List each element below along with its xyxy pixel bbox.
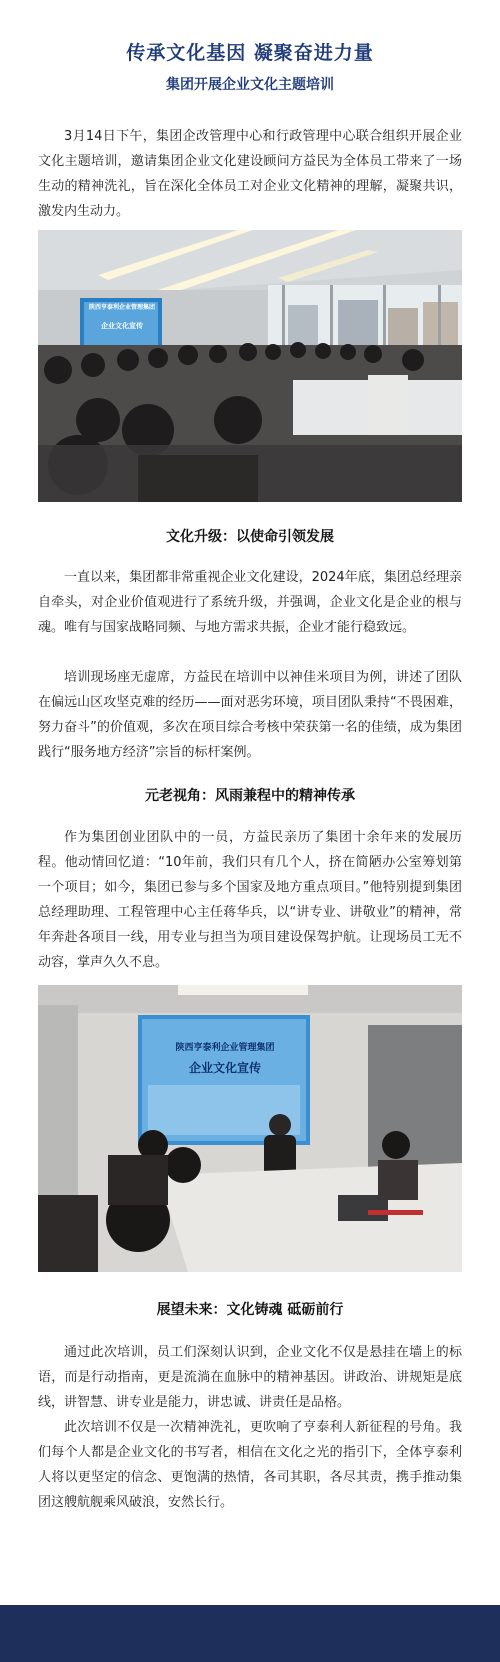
screen-caption-top: 陕西亨泰利企业管理集团 <box>88 304 155 311</box>
section1-paragraph-1: 一直以来，集团都非常重视企业文化建设，2024年底，集团总经理亲自牵头，对企业价值观进行了系统升级，并强调，企业文化是企业的根与魂。唯有与国家战略同频、与地方需求共振，企业才能行稳致远。 <box>38 570 462 635</box>
section2-paragraph-1: 作为集团创业团队中的一员，方益民亲历了集团十余年来的发展历程。他动情回忆道：“10年前，我们只有几个人，挤在简陋办公室筹划第一个项目；如今，集团已参与多个国家及地方重点项目。”他特别提到集团总经理助理、工程管理中心主任蒋华兵，以“讲专业、讲敬业”的精神，常年奔赴各项目一线，用专业与担当为项目建设保驾护航。让现场员工无不动容，掌声久久不息。 <box>38 830 462 970</box>
section3-paragraph-2: 此次培训不仅是一次精神洗礼，更吹响了亨泰利人新征程的号角。我们每个人都是企业文化的书写者，相信在文化之光的指引下，全体亨泰利人将以更坚定的信念、更饱满的热情，各司其职，各尽其责，携手推动集团这艘航舰乘风破浪，安然长行。 <box>38 1420 462 1510</box>
section-heading-culture-upgrade: 文化升级：以使命引领发展 <box>166 529 334 545</box>
training-photo-1 <box>38 230 462 502</box>
section1-paragraph-2: 培训现场座无虚席，方益民在培训中以神佳米项目为例，讲述了团队在偏远山区攻坚克难的经历——面对恶劣环境，项目团队秉持“不畏困难，努力奋斗”的价值观，多次在项目综合考核中荣获第一名的佳绩，成为集团践行“服务地方经济”宗旨的标杆案例。 <box>38 670 462 760</box>
article-subtitle: 集团开展企业文化主题培训 <box>166 77 334 93</box>
section-heading-future-outlook: 展望未来：文化铸魂 砥砺前行 <box>156 1302 344 1318</box>
section-heading-veteran-view: 元老视角：风雨兼程中的精神传承 <box>145 788 355 804</box>
footer-band <box>0 1605 500 1662</box>
training-photo-2 <box>38 985 462 1272</box>
intro-paragraph: 3月14日下午，集团企改管理中心和行政管理中心联合组织开展企业文化主题培训，邀请集团企业文化建设顾问方益民为全体员工带来了一场生动的精神洗礼，旨在深化全体员工对企业文化精神的理解，凝聚共识，激发内生动力。 <box>38 129 462 219</box>
screen-caption-top: 陕西亨泰利企业管理集团 <box>175 1043 275 1053</box>
article-title: 传承文化基因 凝聚奋进力量 <box>126 42 374 64</box>
section3-paragraph-1: 通过此次培训，员工们深刻认识到，企业文化不仅是悬挂在墙上的标语，而是行动指南，更是流淌在血脉中的精神基因。讲政治、讲规矩是底线，讲智慧、讲专业是能力，讲忠诚、讲责任是品格。 <box>38 1345 462 1410</box>
screen-caption-main: 企业文化宣传 <box>188 1061 261 1075</box>
screen-caption-main: 企业文化宣传 <box>101 322 143 330</box>
